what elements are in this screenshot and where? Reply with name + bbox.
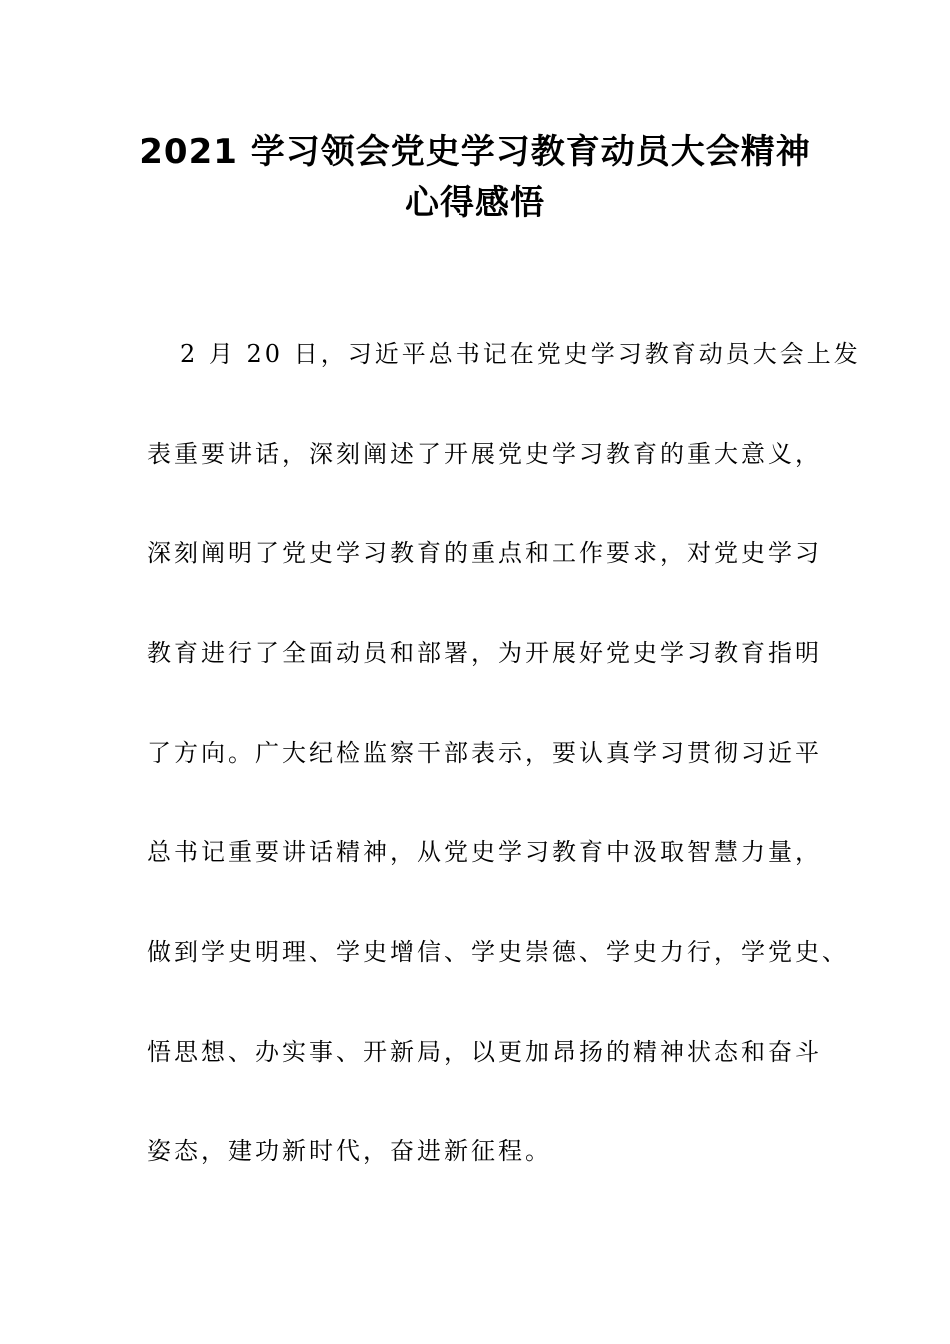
document-title-line-1: 2021 学习领会党史学习教育动员大会精神 [139,132,811,172]
paragraph-line-6: 总书记重要讲话精神，从党史学习教育中汲取智慧力量， [147,838,822,866]
paragraph-line-4: 教育进行了全面动员和部署，为开展好党史学习教育指明 [147,639,822,667]
paragraph-line-7: 做到学史明理、学史增信、学史崇德、学史力行，学党史、 [147,938,849,966]
paragraph-line-1: 2 月 20 日，习近平总书记在党史学习教育动员大会上发 [180,340,861,368]
paragraph-line-8: 悟思想、办实事、开新局，以更加昂扬的精神状态和奋斗 [147,1038,822,1066]
document-title-line-2: 心得感悟 [405,183,545,223]
paragraph-line-2: 表重要讲话，深刻阐述了开展党史学习教育的重大意义， [147,440,822,468]
paragraph-line-3: 深刻阐明了党史学习教育的重点和工作要求，对党史学习 [147,539,822,567]
paragraph-line-9: 姿态，建功新时代，奋进新征程。 [147,1137,552,1165]
paragraph-line-5: 了方向。广大纪检监察干部表示，要认真学习贯彻习近平 [147,739,822,767]
